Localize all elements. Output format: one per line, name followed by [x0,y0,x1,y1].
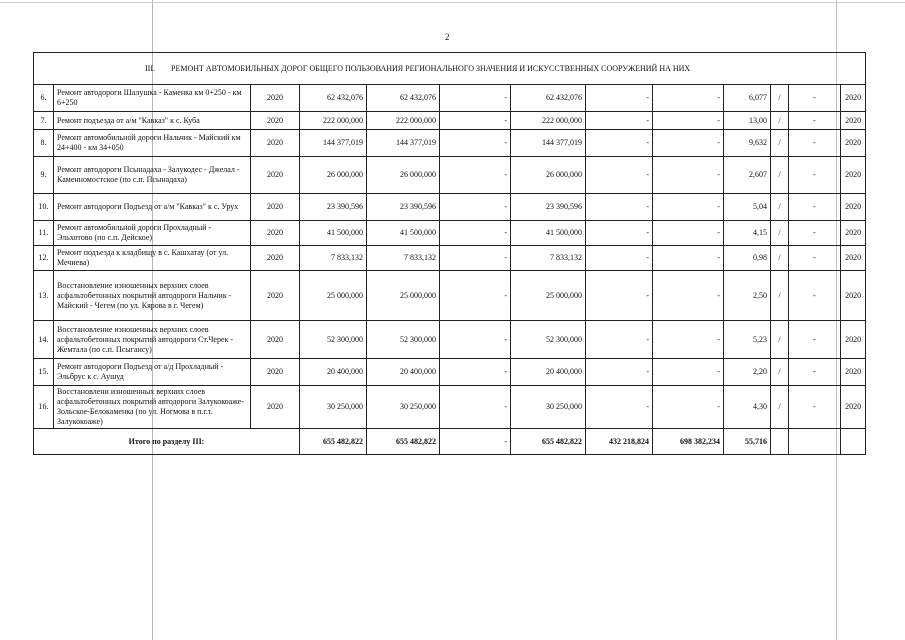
slash-cell: / [771,359,789,386]
total-row [34,429,866,455]
table-row [34,112,866,130]
amount-federal-cell: - [440,112,511,130]
slash-cell: / [771,246,789,271]
table-row [34,386,866,429]
row-number-cell: 7. [34,112,54,130]
amount-col-8-cell: - [586,321,653,359]
amount-plan-cell: 52 300,000 [511,321,586,359]
amount-total-cell: 62 432,076 [300,85,367,112]
amount-total-cell: 26 000,000 [300,157,367,194]
amount-plan-cell: 25 000,000 [511,271,586,321]
length-km-cell: 13,00 [724,112,771,130]
slash-cell: / [771,271,789,321]
amount-col-8-cell: - [586,359,653,386]
year-cell: 2020 [251,386,300,429]
total-empty-cell [789,429,841,455]
amount-federal-cell: - [440,221,511,246]
end-year-cell: 2020 [841,386,866,429]
dash-cell: - [789,130,841,157]
road-name-cell: Ремонт подъезда от а/м "Кавказ" к с. Куба [54,112,251,130]
total-v3-cell: - [440,429,511,455]
amount-plan-cell: 62 432,076 [511,85,586,112]
section-number: III. [145,63,155,73]
amount-col-9-cell: - [653,221,724,246]
row-number-cell: 13. [34,271,54,321]
length-km-cell: 5,04 [724,194,771,221]
length-km-cell: 4,30 [724,386,771,429]
year-cell: 2020 [251,157,300,194]
scan-artifact-line [0,2,905,3]
year-cell: 2020 [251,194,300,221]
slash-cell: / [771,194,789,221]
amount-regional-cell: 20 400,000 [367,359,440,386]
amount-plan-cell: 144 377,019 [511,130,586,157]
amount-col-8-cell: - [586,112,653,130]
end-year-cell: 2020 [841,130,866,157]
amount-col-8-cell: - [586,130,653,157]
amount-federal-cell: - [440,246,511,271]
end-year-cell: 2020 [841,157,866,194]
road-name-cell: Ремонт автомобильной дороги Прохладный - Эльхотово (по с.п. Дейское) [54,221,251,246]
row-number-cell: 9. [34,157,54,194]
amount-col-9-cell: - [653,321,724,359]
amount-col-9-cell: - [653,246,724,271]
amount-federal-cell: - [440,130,511,157]
slash-cell: / [771,85,789,112]
table-row [34,246,866,271]
amount-total-cell: 222 000,000 [300,112,367,130]
amount-regional-cell: 62 432,076 [367,85,440,112]
amount-col-9-cell: - [653,359,724,386]
amount-plan-cell: 26 000,000 [511,157,586,194]
length-km-cell: 2,50 [724,271,771,321]
table-row [34,157,866,194]
dash-cell: - [789,246,841,271]
amount-federal-cell: - [440,271,511,321]
length-km-cell: 2,607 [724,157,771,194]
dash-cell: - [789,321,841,359]
amount-regional-cell: 144 377,019 [367,130,440,157]
length-km-cell: 2,20 [724,359,771,386]
road-name-cell: Ремонт автомобильной дороги Нальчик - Майский км 24+400 - км 34+050 [54,130,251,157]
amount-col-9-cell: - [653,85,724,112]
year-cell: 2020 [251,221,300,246]
year-cell: 2020 [251,112,300,130]
amount-regional-cell: 26 000,000 [367,157,440,194]
row-number-cell: 11. [34,221,54,246]
table-row [34,271,866,321]
row-number-cell: 12. [34,246,54,271]
dash-cell: - [789,386,841,429]
road-name-cell: Ремонт подъезда к кладбищу в с. Кашхатау (от ул. Мечиева) [54,246,251,271]
road-name-cell: Ремонт автодороги Подъезд от а/д Прохладный - Эльбрус к с. Аушуд [54,359,251,386]
amount-plan-cell: 30 250,000 [511,386,586,429]
year-cell: 2020 [251,359,300,386]
amount-col-8-cell: - [586,157,653,194]
amount-col-9-cell: - [653,130,724,157]
total-v1-cell: 655 482,822 [300,429,367,455]
amount-col-9-cell: - [653,112,724,130]
year-cell: 2020 [251,246,300,271]
amount-plan-cell: 41 500,000 [511,221,586,246]
road-name-cell: Ремонт автодороги Подъезд от а/м "Кавказ" к с. Урух [54,194,251,221]
amount-col-9-cell: - [653,157,724,194]
section-header-cell [34,53,866,85]
dash-cell: - [789,359,841,386]
amount-total-cell: 7 833,132 [300,246,367,271]
amount-regional-cell: 222 000,000 [367,112,440,130]
road-name-cell: Восстановление изношенных верхних слоев асфальтобетонных покрытий автодороги Ст.Черек - Жемтала (по с.п. Псыгансу) [54,321,251,359]
end-year-cell: 2020 [841,85,866,112]
amount-total-cell: 23 390,596 [300,194,367,221]
slash-cell: / [771,130,789,157]
dash-cell: - [789,221,841,246]
amount-col-8-cell: - [586,85,653,112]
amount-total-cell: 41 500,000 [300,221,367,246]
amount-plan-cell: 7 833,132 [511,246,586,271]
dash-cell: - [789,112,841,130]
end-year-cell: 2020 [841,246,866,271]
amount-regional-cell: 52 300,000 [367,321,440,359]
amount-plan-cell: 222 000,000 [511,112,586,130]
end-year-cell: 2020 [841,321,866,359]
amount-col-8-cell: - [586,221,653,246]
end-year-cell: 2020 [841,112,866,130]
amount-col-8-cell: - [586,386,653,429]
table-row [34,194,866,221]
section-header-row [34,53,866,85]
amount-total-cell: 20 400,000 [300,359,367,386]
section-title: РЕМОНТ АВТОМОБИЛЬНЫХ ДОРОГ ОБЩЕГО ПОЛЬЗОВАНИЯ РЕГИОНАЛЬНОГО ЗНАЧЕНИЯ И ИСКУССТВЕННЫХ СООРУЖЕНИЙ НА НИХ [171,63,691,73]
total-empty-cell [841,429,866,455]
amount-plan-cell: 20 400,000 [511,359,586,386]
amount-regional-cell: 25 000,000 [367,271,440,321]
amount-federal-cell: - [440,359,511,386]
end-year-cell: 2020 [841,359,866,386]
year-cell: 2020 [251,130,300,157]
amount-total-cell: 25 000,000 [300,271,367,321]
amount-regional-cell: 7 833,132 [367,246,440,271]
total-v2-cell: 655 482,822 [367,429,440,455]
row-number-cell: 15. [34,359,54,386]
total-v5-cell: 432 218,824 [586,429,653,455]
length-km-cell: 5,23 [724,321,771,359]
amount-col-9-cell: - [653,271,724,321]
table-row [34,359,866,386]
slash-cell: / [771,321,789,359]
year-cell: 2020 [251,321,300,359]
row-number-cell: 8. [34,130,54,157]
dash-cell: - [789,85,841,112]
year-cell: 2020 [251,271,300,321]
row-number-cell: 14. [34,321,54,359]
year-cell: 2020 [251,85,300,112]
amount-col-8-cell: - [586,194,653,221]
end-year-cell: 2020 [841,271,866,321]
amount-col-9-cell: - [653,386,724,429]
total-label: Итого по разделу III: [34,429,300,455]
amount-federal-cell: - [440,157,511,194]
table-row [34,221,866,246]
amount-regional-cell: 30 250,000 [367,386,440,429]
row-number-cell: 6. [34,85,54,112]
amount-total-cell: 144 377,019 [300,130,367,157]
slash-cell: / [771,386,789,429]
slash-cell: / [771,221,789,246]
dash-cell: - [789,271,841,321]
length-km-cell: 6,077 [724,85,771,112]
slash-cell: / [771,112,789,130]
total-len-cell: 55,716 [724,429,771,455]
road-repair-table [33,52,866,455]
slash-cell: / [771,157,789,194]
end-year-cell: 2020 [841,221,866,246]
total-v6-cell: 698 382,234 [653,429,724,455]
amount-federal-cell: - [440,85,511,112]
road-name-cell: Ремонт автодороги Псынадаха - Залукодес - Джелал - Каменномостское (по с.п. Псынадаха) [54,157,251,194]
amount-federal-cell: - [440,194,511,221]
amount-col-9-cell: - [653,194,724,221]
table-row [34,321,866,359]
road-name-cell: Ремонт автодороги Шалушка - Каменка км 0+250 - км 6+250 [54,85,251,112]
row-number-cell: 16. [34,386,54,429]
table-row [34,85,866,112]
amount-total-cell: 52 300,000 [300,321,367,359]
length-km-cell: 4,15 [724,221,771,246]
amount-federal-cell: - [440,386,511,429]
amount-total-cell: 30 250,000 [300,386,367,429]
dash-cell: - [789,157,841,194]
length-km-cell: 0,98 [724,246,771,271]
amount-col-8-cell: - [586,271,653,321]
table-row [34,130,866,157]
amount-plan-cell: 23 390,596 [511,194,586,221]
road-name-cell: Восстановление изношенных верхних слоев асфальтобетонных покрытий автодороги Нальчик - Майский - Чегем (по ул. Кярова в г. Чегем) [54,271,251,321]
dash-cell: - [789,194,841,221]
amount-regional-cell: 23 390,596 [367,194,440,221]
amount-regional-cell: 41 500,000 [367,221,440,246]
total-v4-cell: 655 482,822 [511,429,586,455]
length-km-cell: 9,632 [724,130,771,157]
amount-col-8-cell: - [586,246,653,271]
total-empty-cell [771,429,789,455]
amount-federal-cell: - [440,321,511,359]
road-name-cell: Восстановлени изношенных верхних слоев асфальтобетонных покрытий автодороги Залукокоаже-Зольское-Белокаменка (по ул. Ногмова в п.г.т. Залукокоаже) [54,386,251,429]
end-year-cell: 2020 [841,194,866,221]
page-number: 2 [445,32,450,42]
row-number-cell: 10. [34,194,54,221]
